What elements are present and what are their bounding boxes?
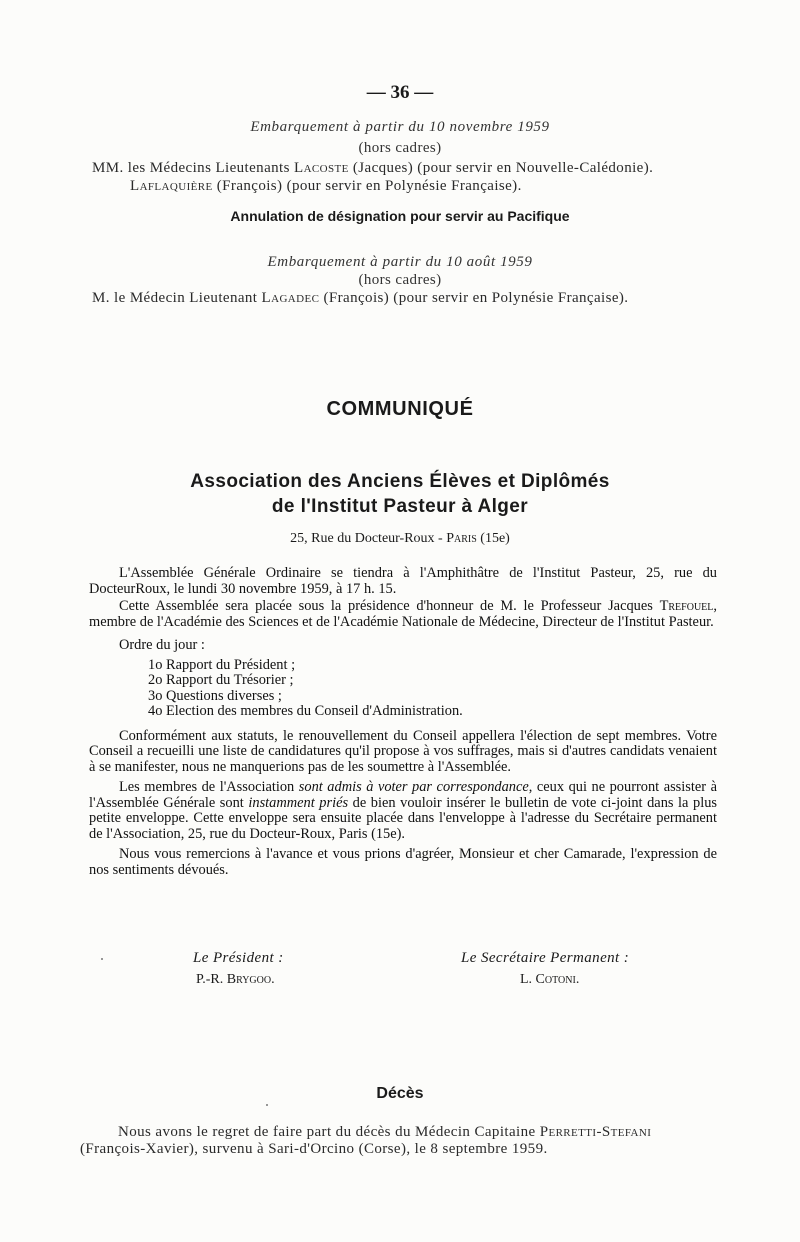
deces-title: Décès xyxy=(376,1085,424,1102)
text: , membre de l'Académie des Sciences et de l'Académie Nationale de Médecine, Directeur de l'Institut Pasteur. xyxy=(89,598,717,630)
assignment-suffix: (Jacques) (pour servir en Nouvelle-Calédonie). xyxy=(352,160,654,176)
paragraph-assembly: L'Assemblée Générale Ordinaire se tiendra à l'Amphithâtre de l'Institut Pasteur, 25, rue du DocteurRoux, le lundi 30 novembre 1959, à 17 h. 15. xyxy=(89,565,717,597)
officer-name: Laflaquière xyxy=(130,178,213,194)
association-name-line1: Association des Anciens Élèves et Diplômés xyxy=(190,471,610,492)
obituary-line xyxy=(118,1124,651,1141)
obituary-line: (François-Xavier), survenu à Sari-d'Orcino (Corse), le 8 septembre 1959. xyxy=(80,1141,548,1157)
agenda-list xyxy=(89,658,717,720)
paragraph-elections: Conformément aux statuts, le renouvellement du Conseil appellera l'élection de sept membres. Votre Conseil a recueilli une liste de candidatures qu'il propose à vos suffrages, mais si d'autres candidats venaient à se manifester, nous ne manquerions pas de les soumettre à l'Assemblée. xyxy=(89,727,717,775)
address-street: 25, Rue du Docteur-Roux - xyxy=(290,531,443,546)
page-number: — 36 — xyxy=(366,82,434,103)
agenda-item: 3o Questions diverses ; xyxy=(148,687,282,704)
assignment-suffix: (François) (pour servir en Polynésie Française). xyxy=(323,290,629,306)
assignment-line xyxy=(130,178,522,195)
communique-body xyxy=(89,566,717,878)
agenda-item: 4o Election des membres du Conseil d'Administration. xyxy=(148,703,463,719)
annulation-heading: Annulation de désignation pour servir au Pacifique xyxy=(230,208,570,224)
cancellation-line xyxy=(92,290,628,307)
emphasis: instamment priés xyxy=(248,794,349,811)
signature-title-secretary: Le Secrétaire Permanent : xyxy=(461,950,630,966)
text: Cette Assemblée sera placée sous la présidence d'honneur de M. le Professeur Jacques xyxy=(119,598,653,614)
address-district: (15e) xyxy=(480,531,510,546)
embarkation-date-line: Embarquement à partir du 10 août 1959 xyxy=(267,254,533,270)
text: de bien vouloir insérer le bulletin de vote ci-joint dans la plus petite enveloppe. Cette enveloppe sera ensuite placée dans l'enveloppe à l'adresse du Secrétaire permanent de l'Association, 25, rue du Docteur-Roux, Paris (15e). xyxy=(89,794,717,842)
hors-cadres-label: (hors cadres) xyxy=(358,272,442,288)
obituary-text: Nous avons le regret de faire part du décès du Médecin Capitaine xyxy=(118,1124,536,1140)
signature-name-president: P.-R. Brygoo. xyxy=(196,972,275,987)
text: Les membres de l'Association xyxy=(119,779,295,795)
text: , ceux qui ne pourront assister à l'Assemblée Générale sont xyxy=(89,779,717,811)
officer-name: Lagadec xyxy=(261,290,320,306)
signature-name-secretary: L. Cotoni. xyxy=(520,972,580,987)
emphasis: sont admis à voter par correspondance xyxy=(298,779,529,795)
print-speck xyxy=(266,1104,268,1106)
assignment-prefix: MM. les Médecins Lieutenants xyxy=(92,160,290,176)
agenda-item: 1o Rapport du Président ; xyxy=(148,656,296,673)
officer-name: Lacoste xyxy=(294,160,349,176)
agenda-title: Ordre du jour : xyxy=(119,637,205,653)
print-speck xyxy=(101,958,103,960)
paragraph-presidency xyxy=(89,599,717,630)
assignment-suffix: (François) (pour servir en Polynésie Française). xyxy=(216,178,522,194)
professor-name: Trefouel xyxy=(659,598,714,614)
deceased-name: Perretti-Stefani xyxy=(539,1124,652,1140)
address-city: Paris xyxy=(446,531,477,546)
agenda-item: 2o Rapport du Trésorier ; xyxy=(148,672,294,688)
assignment-line xyxy=(92,160,653,177)
association-address xyxy=(0,531,800,547)
paragraph-closing: Nous vous remercions à l'avance et vous prions d'agréer, Monsieur et cher Camarade, l'expression de nos sentiments dévoués. xyxy=(89,846,717,878)
communique-title: COMMUNIQUÉ xyxy=(326,398,474,420)
paragraph-voting xyxy=(89,780,717,842)
hors-cadres-label: (hors cadres) xyxy=(358,140,442,156)
embarkation-date-line: Embarquement à partir du 10 novembre 1959 xyxy=(250,119,550,135)
association-name-line2: de l'Institut Pasteur à Alger xyxy=(271,496,529,517)
assignment-prefix: M. le Médecin Lieutenant xyxy=(92,290,258,306)
signature-title-president: Le Président : xyxy=(193,950,284,966)
